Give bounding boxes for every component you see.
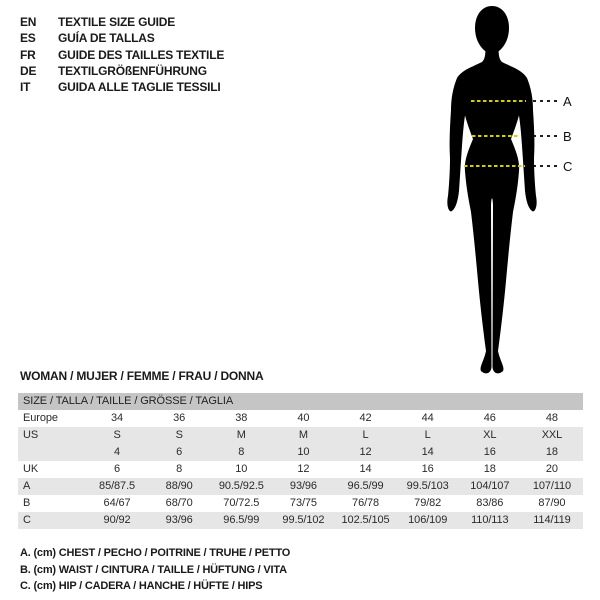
size-cell: 96.5/99 bbox=[347, 480, 384, 492]
size-cell: 99.5/103 bbox=[406, 480, 449, 492]
size-cell: 85/87.5 bbox=[99, 480, 136, 492]
table-row bbox=[18, 478, 583, 495]
size-cell: 68/70 bbox=[165, 497, 193, 509]
size-cell: 102.5/105 bbox=[341, 514, 390, 526]
legend-line: A. (cm) CHEST / PECHO / POITRINE / TRUHE / PETTO bbox=[20, 547, 291, 559]
size-cell: 88/90 bbox=[165, 480, 193, 492]
measure-legend bbox=[20, 545, 290, 595]
size-cell: S bbox=[175, 429, 183, 441]
size-cell: 64/67 bbox=[103, 497, 131, 509]
size-cell: 36 bbox=[173, 412, 186, 424]
size-cell: M bbox=[298, 429, 308, 441]
language-code: ES bbox=[20, 31, 36, 46]
size-cell: 93/96 bbox=[165, 514, 193, 526]
size-cell: L bbox=[424, 429, 431, 441]
woman-silhouette-icon bbox=[405, 0, 595, 385]
size-cell: 12 bbox=[297, 463, 310, 475]
language-label: GUIDE DES TAILLES TEXTILE bbox=[58, 47, 225, 62]
language-row bbox=[20, 63, 224, 79]
size-cell: 42 bbox=[359, 412, 372, 424]
table-row bbox=[18, 410, 583, 427]
table-row bbox=[18, 427, 583, 444]
size-cell: 87/90 bbox=[538, 497, 566, 509]
size-cell: 20 bbox=[545, 463, 558, 475]
marker-label-a: A bbox=[563, 94, 572, 109]
silhouette-body bbox=[457, 44, 527, 373]
language-row bbox=[20, 14, 224, 30]
size-cell: XL bbox=[483, 429, 497, 441]
size-cell: 73/75 bbox=[289, 497, 317, 509]
size-cell: 90/92 bbox=[103, 514, 131, 526]
size-cell: 6 bbox=[114, 463, 121, 475]
marker-label-c: C bbox=[563, 159, 573, 174]
legend-line: B. (cm) WAIST / CINTURA / TAILLE / HÜFTUNG / VITA bbox=[20, 563, 287, 576]
size-cell: 83/86 bbox=[476, 497, 504, 509]
size-cell: 14 bbox=[359, 463, 372, 475]
size-cell: 110/113 bbox=[471, 514, 509, 526]
table-row bbox=[18, 512, 583, 529]
size-cell: 10 bbox=[297, 446, 310, 458]
size-cell: 104/107 bbox=[470, 480, 510, 492]
row-label: A bbox=[23, 480, 31, 492]
size-cell: 93/96 bbox=[289, 480, 317, 492]
size-table bbox=[18, 393, 583, 529]
language-label: TEXTILGRÖßENFÜHRUNG bbox=[58, 63, 207, 78]
size-cell: L bbox=[362, 429, 369, 441]
language-label: TEXTILE SIZE GUIDE bbox=[58, 15, 176, 29]
size-cell: 70/72.5 bbox=[223, 497, 260, 509]
size-cell: 40 bbox=[297, 412, 310, 424]
table-row bbox=[18, 444, 583, 461]
row-label: US bbox=[23, 429, 39, 441]
size-cell: 16 bbox=[421, 463, 434, 475]
size-cell: 46 bbox=[483, 412, 496, 424]
woman-silhouette-figure bbox=[405, 0, 595, 385]
size-cell: 44 bbox=[421, 412, 434, 424]
size-cell: 114/119 bbox=[533, 514, 571, 526]
language-label: GUIDA ALLE TAGLIE TESSILI bbox=[58, 80, 221, 95]
language-row bbox=[20, 47, 224, 63]
table-row bbox=[18, 495, 583, 512]
size-cell: 16 bbox=[483, 446, 496, 458]
size-cell: 18 bbox=[483, 463, 496, 475]
table-row bbox=[18, 461, 583, 478]
row-label: Europe bbox=[23, 412, 58, 424]
size-cell: 90.5/92.5 bbox=[218, 480, 264, 492]
size-cell: 76/78 bbox=[352, 497, 380, 509]
marker-label-b: B bbox=[563, 129, 572, 144]
row-label: C bbox=[23, 514, 31, 526]
size-cell: 107/110 bbox=[532, 480, 572, 492]
size-cell: 48 bbox=[545, 412, 558, 424]
size-cell: 12 bbox=[359, 446, 372, 458]
size-cell: 14 bbox=[421, 446, 434, 458]
language-label: GUÍA DE TALLAS bbox=[58, 31, 155, 46]
language-code: EN bbox=[20, 15, 37, 29]
size-table-body bbox=[18, 410, 583, 529]
size-cell: 4 bbox=[114, 446, 121, 458]
size-cell: 10 bbox=[235, 463, 248, 475]
language-code: IT bbox=[20, 80, 31, 95]
size-cell: 8 bbox=[238, 446, 245, 458]
size-cell: 38 bbox=[235, 412, 248, 424]
size-table-header: SIZE / TALLA / TAILLE / GRÖSSE / TAGLIA bbox=[18, 393, 583, 410]
size-cell: XXL bbox=[541, 429, 563, 441]
size-cell: M bbox=[236, 429, 246, 441]
language-list bbox=[20, 14, 224, 95]
row-label: UK bbox=[23, 463, 39, 475]
language-code: DE bbox=[20, 63, 37, 78]
language-code: FR bbox=[20, 47, 36, 62]
size-cell: 34 bbox=[111, 412, 124, 424]
language-row bbox=[20, 79, 224, 95]
row-label bbox=[18, 444, 86, 461]
size-cell: 18 bbox=[545, 446, 558, 458]
size-cell: 6 bbox=[176, 446, 183, 458]
size-cell: 96.5/99 bbox=[223, 514, 260, 526]
size-cell: 99.5/102 bbox=[282, 514, 325, 526]
legend-line: C. (cm) HIP / CADERA / HANCHE / HÜFTE / HIPS bbox=[20, 580, 263, 592]
size-cell: 106/109 bbox=[408, 514, 448, 526]
size-cell: 79/82 bbox=[414, 497, 442, 509]
row-label: B bbox=[23, 497, 31, 509]
size-cell: 8 bbox=[176, 463, 183, 475]
section-title: WOMAN / MUJER / FEMME / FRAU / DONNA bbox=[20, 369, 264, 383]
size-cell: S bbox=[113, 429, 121, 441]
language-row bbox=[20, 30, 224, 46]
